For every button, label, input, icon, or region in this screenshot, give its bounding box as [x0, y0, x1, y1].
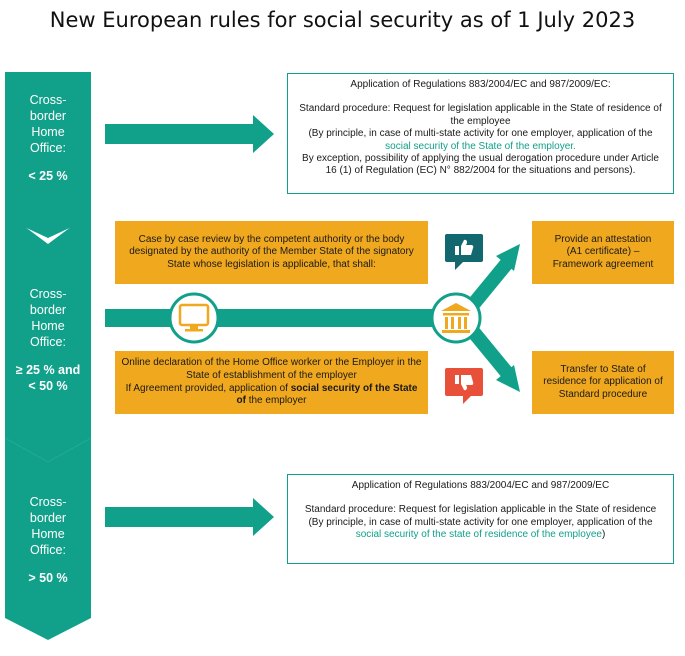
regulation-box-1 [287, 73, 674, 194]
box1-standard-procedure: Standard procedure: Request for legislation applicable in the State of residence of the employee [299, 103, 662, 127]
arrow-1 [105, 115, 274, 153]
declaration-box [115, 351, 428, 414]
declaration-box-agreement [121, 383, 422, 408]
regulation-box-3 [287, 474, 674, 564]
chevron-3-line-4: Office: [30, 543, 66, 557]
middle-connector-line [105, 309, 440, 327]
chevron-1-threshold: < 25 % [28, 169, 68, 183]
box3-principle [296, 517, 665, 542]
computer-icon [170, 294, 218, 342]
review-box [115, 221, 428, 284]
declaration-agreement-text: If Agreement provided, application of [125, 382, 291, 394]
arrow-3 [105, 498, 274, 536]
result-no-box [532, 351, 674, 414]
box3-heading: Application of Regulations 883/2004/EC and 987/2009/EC [351, 480, 610, 491]
chevron-2-threshold: ≥ 25 % and [15, 363, 81, 377]
box1-principle-text: (By principle, in case of multi-state activity for one employer, application of the [308, 128, 653, 140]
result-yes-text: Provide an attestation (A1 certificate) – Framework agreement [552, 233, 654, 270]
chevron-2-line-4: Office: [30, 335, 66, 349]
chevron-1-line-3: Home [31, 125, 65, 139]
box3-standard-procedure: Standard procedure: Request for legislation applicable in the State of residence [304, 504, 657, 516]
box1-principle [296, 128, 665, 153]
chevron-3-line-3: Home [31, 527, 65, 541]
chevron-label-2 [5, 286, 91, 394]
chevron-2-line-3: Home [31, 319, 65, 333]
result-no-text: Transfer to State of residence for application of Standard procedure [543, 363, 663, 400]
box1-heading: Application of Regulations 883/2004/EC and 987/2009/EC: [350, 79, 611, 90]
chevron-label-1 [5, 92, 91, 184]
declaration-box-text: Online declaration of the Home Office worker or the Employer in the State of establishment of the employer [121, 357, 422, 381]
declaration-agreement-bold: social security of the State of [236, 382, 418, 407]
chevron-2-line-1: Cross- [29, 287, 67, 301]
institution-icon [432, 294, 480, 342]
chevron-2-line-2: border [29, 303, 67, 317]
declaration-agreement-end: the employer [245, 395, 307, 407]
review-box-text: Case by case review by the competent authority or the body designated by the authority of the Member State of the signatory State whose legislation is applicable, that shall: [129, 233, 414, 270]
result-yes-box [532, 221, 674, 284]
thumbs-up-icon [445, 234, 483, 270]
thumbs-down-icon [445, 368, 483, 404]
chevron-1-line-1: Cross- [29, 93, 67, 107]
chevron-label-3 [5, 494, 91, 586]
chevron-1-line-4: Office: [30, 141, 66, 155]
chevron-2-threshold-2: < 50 % [28, 379, 68, 393]
chevron-1-line-2: border [29, 109, 67, 123]
box3-principle-link: social security of the state of residence of the employee [355, 529, 602, 541]
box3-principle-text: (By principle, in case of multi-state activity for one employer, application of the [308, 516, 653, 528]
chevron-3-threshold: > 50 % [28, 571, 68, 585]
box1-exception: By exception, possibility of applying the usual derogation procedure under Article 16 (1) of Regulation (EC) N° 882/2004 for the situations and persons). [302, 153, 659, 177]
box3-principle-end: ) [601, 529, 606, 541]
chevron-3-line-2: border [29, 511, 67, 525]
page-title: New European rules for social security as of 1 July 2023 [49, 8, 636, 32]
box1-principle-link: social security of the State of the employer. [385, 140, 576, 152]
chevron-3-line-1: Cross- [29, 495, 67, 509]
